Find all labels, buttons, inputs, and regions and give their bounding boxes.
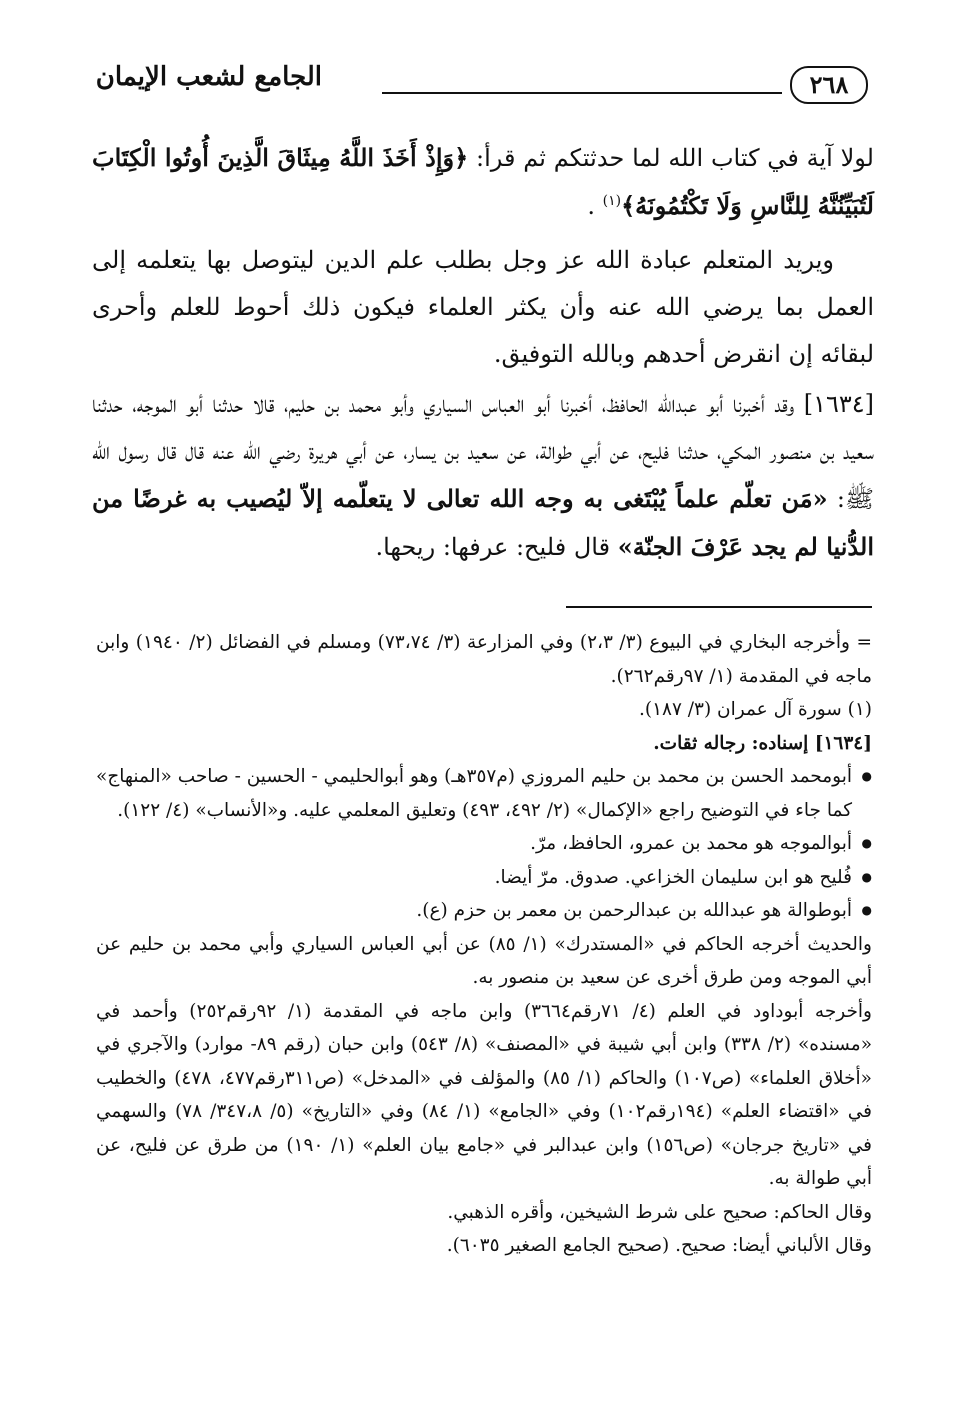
paragraph-intro: لولا آية في كتاب الله لما حدثتكم ثم قرأ: (476, 144, 874, 172)
header-rule (382, 92, 782, 94)
footnote-1: (١) سورة آل عمران (٣/ ١٨٧). (638, 699, 872, 720)
footnote-continued: = وأخرجه البخاري في البيوع (٣/ ٢،٣) وفي المزارعة (٣/ ٧٣،٧٤) ومسلم في الفضائل (٢/ ١٩٤٠) وابن ماجه في المقدمة (١/ ٩٧رقم٢٦٢). (96, 632, 872, 687)
quran-verse: ﴿وَإِذْ أَخَذَ اللَّهُ مِيثَاقَ الَّذِينَ أُوتُوا الْكِتَابَ لَتُبَيِّنُنَّهُ لِلنَّاسِ وَلَا تَكْتُمُونَهُ﴾ (92, 143, 874, 220)
narrator-note-1: ● أبومحمد الحسن بن محمد بن حليم المروزي (م٣٥٧هـ) وهو أبوالحليمي - الحسين - صاحب «المنهاج» كما جاء في التوضيح راجع «الإكمال» (٢/ ٤٩٢، ٤٩٣) وتعليق المعلمي عليه. و«الأنساب» (٤/ ١٢٢). (96, 760, 872, 827)
footnote-ref: (١) (602, 193, 622, 209)
page-header (90, 62, 878, 110)
book-title: الجامع لشعب الإيمان (95, 62, 322, 92)
hadith-isnad: [١٦٣٤] وقد أخبرنا أبو عبدالله الحافظ، أخبرنا أبو العباس السياري وأبو محمد بن حليم، قالا حدثنا أبو الموجه، حدثنا سعيد بن منصور المكي، حدثنا فليح، عن أبي طوالة، عن سعيد بن يسار، عن أبي هريرة رضي الله عنه قال قال رسول الله ﷺ: (92, 390, 874, 513)
footnotes (96, 626, 872, 1263)
paragraph-commentary (92, 237, 874, 378)
paragraph-quran-citation (92, 134, 874, 230)
narrator-note-3: ● فُليح هو ابن سليمان الخزاعي. صدوق. مرّ أيضا. (96, 861, 872, 895)
grading-albani: وقال الألباني أيضا: صحيح. (صحيح الجامع الصغير ٦٠٣٥). (446, 1235, 872, 1256)
hadith-matn: «مَن تعلّم علماً يُبْتَغى به وجه الله تعالى لا يتعلّمه إلاّ ليُصيب به غرضًا من الدُّنيا لم يجد عَرْفَ الجنّة» (92, 484, 874, 561)
page-number: ٢٦٨ (790, 66, 868, 104)
takhrij-hakim: والحديث أخرجه الحاكم في «المستدرك» (١/ ٨٥) عن أبي العباس السياري وأبي محمد بن حليم عن أبي الموجه ومن طرق أخرى عن سعيد بن منصور به. (96, 933, 872, 988)
narrator-note-4: ● أبوطوالة هو عبدالله بن عبدالرحمن بن معمر بن حزم (ع). (96, 894, 872, 928)
hadith-gloss: قال فليح: عرفها: ريحها. (375, 533, 611, 561)
takhrij-sources: وأخرجه أبوداود في العلم (٤/ ٧١رقم٣٦٦٤) وابن ماجه في المقدمة (١/ ٩٢رقم٢٥٢) وأحمد في «مسنده» (٢/ ٣٣٨) وابن أبي شيبة في «المصنف» (٨/ ٥٤٣) وابن حبان (رقم ٨٩- موارد) والآجري في «أخلاق العلماء» (ص١٠٧) والحاكم (١/ ٨٥) والمؤلف في «المدخل» (ص٣١١رقم٤٧٧، ٤٧٨) والخطيب في «اقتضاء العلم» (١٩٤رقم١٠٢) وفي «الجامع» (١/ ٨٤) وفي «التاريخ» (٥/ ٣٤٧،٨/ ٧٨) والسهمي في «تاريخ جرجان» (ص١٥٦) وابن عبدالبر في «جامع بيان العلم» (١/ ١٩٠) من طرق عن فليح، عن أبي طوالة به. (96, 1000, 873, 1189)
footnote-1634-head: [١٦٣٤] إسناده: رجاله ثقات. (653, 732, 872, 754)
footnote-separator (566, 606, 872, 608)
paragraph-end: . (587, 192, 595, 220)
paragraph-hadith (92, 381, 874, 571)
narrator-note-2: ● أبوالموجه هو محمد بن عمرو، الحافظ، مرّ. (96, 827, 872, 861)
commentary-text: ويريد المتعلم عبادة الله عز وجل بطلب علم الدين ليتوصل بها يتعلمه إلى العمل بما يرضي الله عنه وأن يكثر العلماء فيكون ذلك أحوط للعلم وأحرى لبقائه إن انقرض أحدهم وبالله التوفيق. (92, 246, 874, 368)
grading-hakim: وقال الحاكم: صحيح على شرط الشيخين، وأقره الذهبي. (447, 1201, 872, 1223)
